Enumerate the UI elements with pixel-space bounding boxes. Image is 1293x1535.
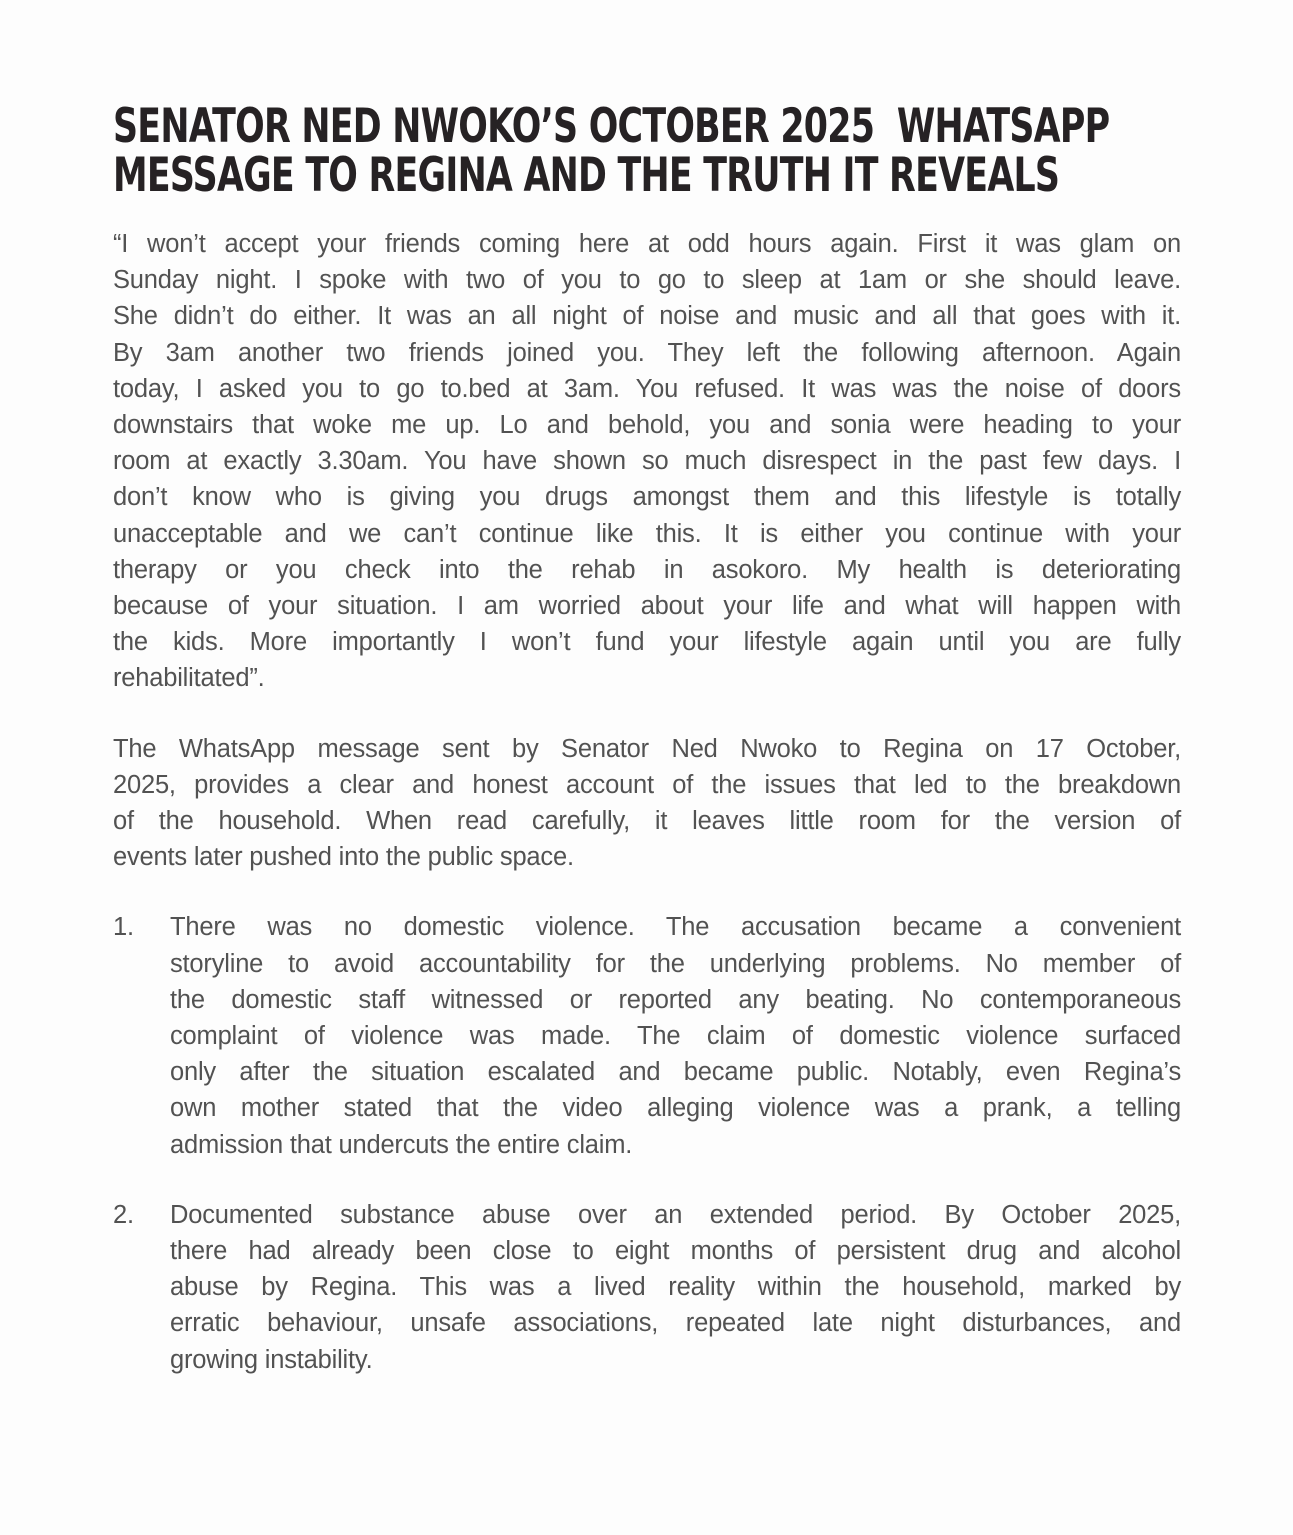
list-item-number: 1.	[113, 913, 134, 942]
text-line: Documented substance abuse over an extended period. By October 2025,	[170, 1200, 1181, 1229]
text-line: of the household. When read carefully, it leaves little room for the version of	[113, 807, 1181, 836]
list-item-number: 2.	[113, 1200, 134, 1229]
document-title	[113, 99, 1181, 203]
text-line: rehabilitated”.	[113, 664, 265, 693]
text-line: therapy or you check into the rehab in asokoro. My health is deteriorating	[113, 555, 1181, 584]
document-title-line-1: SENATOR NED NWOKO’S OCTOBER 2025 WHATSAPP	[113, 99, 1110, 154]
text-line: downstairs that woke me up. Lo and behold, you and sonia were heading to your	[113, 411, 1181, 440]
text-line: “I won’t accept your friends coming here at odd hours again. First it was glam on	[113, 230, 1181, 258]
text-line: don’t know who is giving you drugs amongst them and this lifestyle is totally	[113, 483, 1181, 512]
numbered-item	[113, 1197, 1181, 1378]
text-line: abuse by Regina. This was a lived reality within the household, marked by	[170, 1273, 1181, 1302]
text-line: storyline to avoid accountability for the underlying problems. No member of	[170, 949, 1181, 978]
text-line: growing instability.	[170, 1345, 373, 1374]
text-line: By 3am another two friends joined you. They left the following afternoon. Again	[113, 338, 1181, 367]
text-line: erratic behaviour, unsafe associations, repeated late night disturbances, and	[170, 1309, 1181, 1338]
paragraph	[113, 226, 1181, 697]
text-line: 2025, provides a clear and honest account of the issues that led to the breakdown	[113, 770, 1181, 799]
numbered-item	[113, 909, 1181, 1162]
text-line: today, I asked you to go to.bed at 3am. You refused. It was was the noise of doors	[113, 374, 1181, 403]
text-line: admission that undercuts the entire claim.	[170, 1130, 633, 1159]
text-line: unacceptable and we can’t continue like this. It is either you continue with your	[113, 519, 1181, 548]
list-item-text	[170, 1197, 1181, 1378]
text-line: the kids. More importantly I won’t fund your lifestyle again until you are fully	[113, 628, 1181, 657]
text-line: room at exactly 3.30am. You have shown so much disrespect in the past few days. I	[113, 447, 1181, 476]
document-title-line-2: MESSAGE TO REGINA AND THE TRUTH IT REVEALS	[113, 148, 1060, 203]
text-line: The WhatsApp message sent by Senator Ned Nwoko to Regina on 17 October,	[113, 734, 1181, 763]
text-line: events later pushed into the public space.	[113, 843, 574, 872]
text-line: because of your situation. I am worried about your life and what will happen with	[113, 592, 1181, 621]
document-body	[113, 226, 1181, 1378]
text-line: complaint of violence was made. The claim of domestic violence surfaced	[170, 1022, 1181, 1051]
text-line: only after the situation escalated and became public. Notably, even Regina’s	[170, 1058, 1181, 1087]
text-line: the domestic staff witnessed or reported any beating. No contemporaneous	[170, 985, 1181, 1014]
list-item-text	[170, 909, 1181, 1162]
text-line: there had already been close to eight months of persistent drug and alcohol	[170, 1237, 1181, 1266]
text-line: She didn’t do either. It was an all night of noise and music and all that goes with it.	[113, 302, 1181, 331]
text-line: Sunday night. I spoke with two of you to go to sleep at 1am or she should leave.	[113, 266, 1181, 295]
paragraph	[113, 731, 1181, 876]
text-line: There was no domestic violence. The accusation became a convenient	[170, 913, 1181, 942]
text-line: own mother stated that the video alleging violence was a prank, a telling	[170, 1094, 1181, 1123]
